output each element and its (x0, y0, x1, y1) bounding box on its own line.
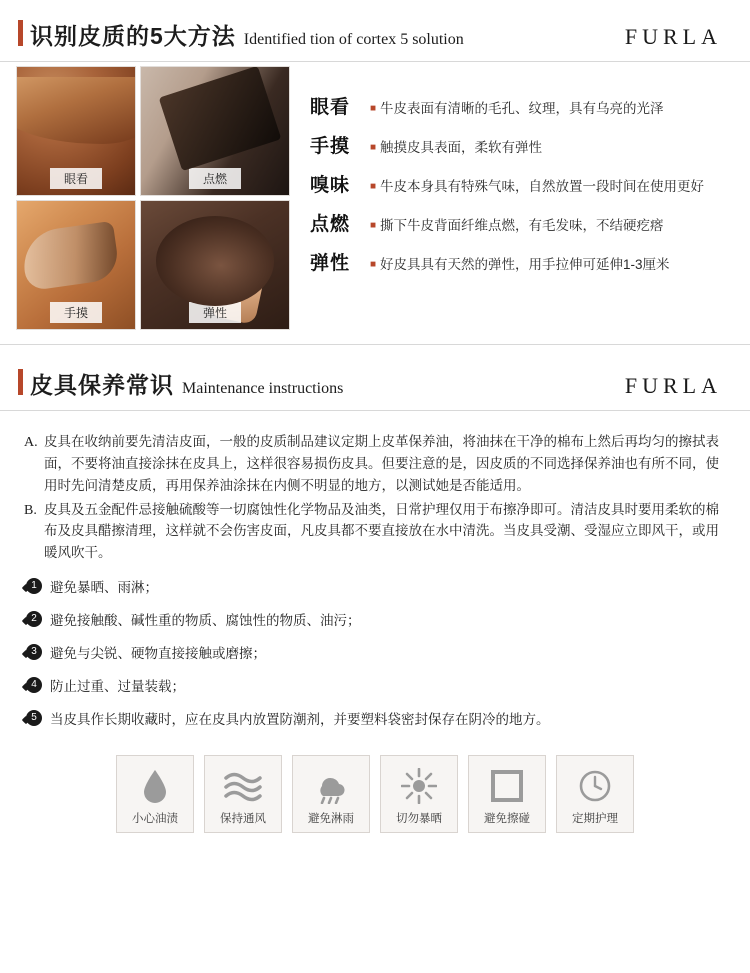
photo-burn-caption: 点燃 (189, 168, 241, 189)
feature-key: 弹性 (310, 253, 351, 274)
feature-list (296, 66, 738, 330)
number-badge: 3 (26, 644, 42, 660)
bullet-square-icon: ■ (370, 181, 377, 192)
care-label: 避免淋雨 (308, 813, 354, 826)
care-item-rain (292, 755, 370, 833)
maintenance-title-en: Maintenance instructions (182, 380, 344, 397)
list-item-text: 防止过重、过量装载； (50, 679, 185, 695)
identify-section-header (0, 0, 750, 61)
photo-look (16, 66, 136, 196)
maintenance-title-cn: 皮具保养常识 (30, 372, 174, 398)
feature-key: 眼看 (310, 97, 351, 118)
identify-title-cn: 识别皮质的5大方法 (30, 23, 236, 49)
brand-logo-identify: FURLA (624, 24, 722, 49)
maintenance-section-header (0, 345, 750, 410)
number-badge: 5 (26, 710, 42, 726)
number-badge: 4 (26, 677, 42, 693)
list-item-text: 避免与尖锐、硬物直接接触或磨擦； (50, 646, 266, 662)
care-item-regular (556, 755, 634, 833)
list-item (26, 675, 726, 695)
photo-look-caption: 眼看 (50, 168, 102, 189)
bullet-square-icon: ■ (370, 103, 377, 114)
care-item-ventilate (204, 755, 282, 833)
feature-row (310, 92, 734, 119)
maintenance-paragraphs (0, 411, 750, 564)
care-label: 切勿暴晒 (396, 813, 442, 826)
list-item (26, 576, 726, 596)
list-item (26, 708, 726, 728)
care-item-scratch (468, 755, 546, 833)
square-scratch-icon (469, 766, 545, 806)
clock-icon (557, 766, 633, 806)
paragraph-text: 皮具及五金配件忌接触硫酸等一切腐蚀性化学物品及油类，日常护理仅用于布擦净即可。清洁皮具时要用柔软的棉布及皮具醋擦清理，这样就不会伤害皮面，凡皮具都不要直接放在水中清洗。当皮具受潮、受湿应立即风干，或用暖风吹干。 (44, 501, 719, 561)
feature-text: 牛皮本身具有特殊气味，自然放置一段时间在使用更好 (380, 179, 705, 194)
accent-bar (18, 369, 23, 395)
list-item (26, 609, 726, 629)
rain-cloud-icon (293, 766, 369, 806)
identify-content (0, 62, 750, 336)
sun-icon (381, 766, 457, 806)
feature-text: 撕下牛皮背面纤维点燃，有毛发味，不结硬疙瘩 (380, 218, 664, 233)
number-badge: 1 (26, 578, 42, 594)
list-item-text: 当皮具作长期收藏时，应在皮具内放置防潮剂，并要塑料袋密封保存在阴冷的地方。 (50, 712, 550, 728)
accent-bar (18, 20, 23, 46)
care-item-sun (380, 755, 458, 833)
list-item (26, 642, 726, 662)
feature-text: 触摸皮具表面，柔软有弹性 (380, 140, 543, 155)
photo-grid (16, 66, 290, 330)
flame-icon (209, 90, 219, 112)
list-item-text: 避免接触酸、碱性重的物质、腐蚀性的物质、油污； (50, 613, 361, 629)
list-item-text: 避免暴晒、雨淋； (50, 580, 158, 596)
wave-ventilate-icon (205, 766, 281, 806)
feature-row (310, 209, 734, 236)
photo-elastic-caption: 弹性 (189, 302, 241, 323)
bullet-square-icon: ■ (370, 259, 377, 270)
care-icon-row (0, 741, 750, 851)
bullet-square-icon: ■ (370, 220, 377, 231)
identify-title-en: Identified tion of cortex 5 solution (243, 31, 464, 48)
photo-touch (16, 200, 136, 330)
numbered-tips (0, 566, 750, 728)
paragraph-marker: A. (24, 435, 38, 450)
feature-text: 牛皮表面有清晰的毛孔、纹理，具有乌亮的光泽 (380, 101, 664, 116)
care-label: 定期护理 (572, 813, 618, 826)
oil-drop-icon (117, 766, 193, 806)
photo-touch-caption: 手摸 (50, 302, 102, 323)
feature-key: 手摸 (310, 136, 351, 157)
feature-key: 嗅味 (310, 175, 351, 196)
brand-logo-maintenance: FURLA (624, 373, 722, 398)
photo-burn (140, 66, 290, 196)
care-label: 保持通风 (220, 813, 266, 826)
feature-row (310, 248, 734, 275)
number-badge: 2 (26, 611, 42, 627)
feature-text: 好皮具具有天然的弹性，用手拉伸可延伸1-3厘米 (380, 257, 670, 272)
feature-key: 点燃 (310, 214, 351, 235)
feature-row (310, 131, 734, 158)
care-label: 小心油渍 (132, 813, 178, 826)
paragraph-marker: B. (24, 502, 37, 518)
paragraph-text: 皮具在收纳前要先清洁皮面，一般的皮质制品建议定期上皮革保养油，将油抹在干净的棉布上然后再均匀的擦拭表面，不要将油直接涂抹在皮具上，这样很容易损伤皮具。但要注意的是，因皮质的不同选择保养油也有所不同，使用时先问清楚皮质，再用保养油涂抹在内侧不明显的地方，以测试她是否能适用。 (44, 434, 719, 493)
care-item-oil (116, 755, 194, 833)
care-label: 避免擦碰 (484, 813, 530, 826)
photo-elastic (140, 200, 290, 330)
paragraph-b (24, 499, 726, 565)
bullet-square-icon: ■ (370, 142, 377, 153)
feature-row (310, 170, 734, 197)
paragraph-a (24, 431, 726, 497)
